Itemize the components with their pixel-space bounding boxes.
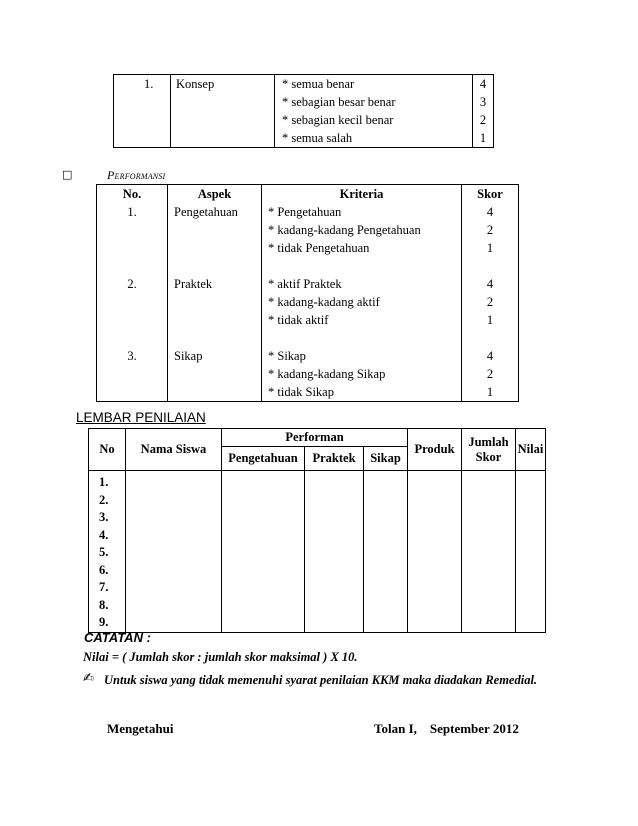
jumlah-cell bbox=[462, 471, 516, 633]
row-skor bbox=[462, 347, 519, 402]
header-nama-siswa: Nama Siswa bbox=[126, 429, 222, 471]
header-performan: Performan bbox=[222, 429, 408, 447]
nama-cell bbox=[126, 471, 222, 633]
skor-value: 1 bbox=[479, 131, 487, 145]
checkmark-bullet-icon: □ bbox=[62, 168, 73, 181]
list-item: 4. bbox=[99, 527, 109, 542]
nilai-cell bbox=[516, 471, 546, 633]
row-aspek: Sikap bbox=[168, 347, 262, 402]
list-item: 8. bbox=[99, 597, 109, 612]
row-no: 3. bbox=[97, 347, 168, 402]
pengetahuan-cell bbox=[222, 471, 305, 633]
kriteria-line: * tidak aktif bbox=[268, 313, 329, 327]
table-row bbox=[97, 275, 519, 329]
konsep-row bbox=[114, 75, 494, 148]
header-aspek: Aspek bbox=[168, 185, 262, 204]
skor-value: 3 bbox=[479, 95, 487, 109]
list-item: 2. bbox=[99, 492, 109, 507]
skor-value: 1 bbox=[486, 385, 494, 399]
row-aspek: Pengetahuan bbox=[168, 203, 262, 257]
header-pengetahuan: Pengetahuan bbox=[222, 447, 305, 471]
header-jumlah-skor bbox=[462, 429, 516, 471]
header-no: No. bbox=[97, 185, 168, 204]
skor-value: 4 bbox=[479, 77, 487, 91]
header-jumlah-line: Jumlah bbox=[468, 434, 509, 449]
skor-value: 4 bbox=[486, 277, 494, 291]
skor-value: 2 bbox=[479, 113, 487, 127]
list-item: 1. bbox=[99, 475, 109, 489]
skor-value: 2 bbox=[486, 367, 494, 381]
performansi-title: Performansi bbox=[107, 168, 166, 182]
nilai-formula: Nilai = ( Jumlah skor : jumlah skor maksimal ) X 10. bbox=[83, 650, 358, 664]
lembar-penilaian-title: LEMBAR PENILAIAN bbox=[76, 410, 206, 425]
list-item: 7. bbox=[99, 580, 109, 594]
row-skor bbox=[462, 203, 519, 257]
table-row bbox=[97, 347, 519, 402]
kriteria-line: * Sikap bbox=[268, 349, 306, 363]
row-no: 1. bbox=[97, 203, 168, 257]
sikap-cell bbox=[364, 471, 408, 633]
header-sikap: Sikap bbox=[364, 447, 408, 471]
row-kriteria bbox=[262, 203, 462, 257]
skor-value: 1 bbox=[486, 241, 494, 255]
list-item: 6. bbox=[99, 562, 109, 577]
kriteria-line: * sebagian besar benar bbox=[282, 95, 396, 109]
praktek-cell bbox=[305, 471, 364, 633]
kriteria-line: * kadang-kadang Sikap bbox=[268, 367, 386, 381]
number-column bbox=[89, 471, 126, 633]
konsep-aspek: Konsep bbox=[171, 75, 275, 148]
skor-value: 2 bbox=[486, 223, 494, 237]
lembar-penilaian-table bbox=[88, 428, 546, 633]
header-skor: Skor bbox=[462, 185, 519, 204]
list-item: 3. bbox=[99, 510, 109, 524]
header-praktek: Praktek bbox=[305, 447, 364, 471]
table-header-row bbox=[97, 185, 519, 204]
table-body-row bbox=[89, 471, 546, 633]
catatan-label: CATATAN : bbox=[84, 630, 151, 645]
header-no: No bbox=[89, 429, 126, 471]
header-kriteria: Kriteria bbox=[262, 185, 462, 204]
produk-cell bbox=[408, 471, 462, 633]
konsep-kriteria bbox=[275, 75, 473, 148]
kriteria-line: * Pengetahuan bbox=[268, 205, 342, 219]
konsep-skor bbox=[473, 75, 494, 148]
place-date: Tolan I, September 2012 bbox=[374, 721, 519, 736]
kriteria-line: * aktif Praktek bbox=[268, 277, 342, 291]
skor-value: 4 bbox=[486, 205, 494, 219]
performansi-table bbox=[96, 184, 519, 402]
row-kriteria bbox=[262, 347, 462, 402]
list-item: 5. bbox=[99, 545, 109, 559]
mengetahui-label: Mengetahui bbox=[107, 721, 174, 736]
row-skor bbox=[462, 275, 519, 329]
kriteria-line: * kadang-kadang Pengetahuan bbox=[268, 223, 421, 237]
kriteria-line: * semua benar bbox=[282, 77, 355, 91]
spacer-row bbox=[97, 257, 519, 275]
row-no: 2. bbox=[97, 275, 168, 329]
table-header-row bbox=[89, 429, 546, 447]
remedial-note: Untuk siswa yang tidak memenuhi syarat penilaian KKM maka diadakan Remedial. bbox=[104, 673, 538, 687]
skor-value: 4 bbox=[486, 349, 494, 363]
konsep-no: 1. bbox=[114, 75, 171, 148]
kriteria-line: * semua salah bbox=[282, 131, 353, 145]
konsep-table bbox=[113, 74, 494, 148]
spacer-row bbox=[97, 329, 519, 347]
skor-value: 1 bbox=[486, 313, 494, 327]
header-produk: Produk bbox=[408, 429, 462, 471]
writing-hand-icon: ✍ bbox=[83, 671, 94, 686]
header-nilai: Nilai bbox=[516, 429, 546, 471]
kriteria-line: * kadang-kadang aktif bbox=[268, 295, 380, 309]
row-aspek: Praktek bbox=[168, 275, 262, 329]
skor-value: 2 bbox=[486, 295, 494, 309]
row-kriteria bbox=[262, 275, 462, 329]
kriteria-line: * tidak Pengetahuan bbox=[268, 241, 370, 255]
kriteria-line: * sebagian kecil benar bbox=[282, 113, 394, 127]
list-item: 9. bbox=[99, 615, 109, 629]
header-skor-line: Skor bbox=[475, 449, 502, 464]
kriteria-line: * tidak Sikap bbox=[268, 385, 334, 399]
table-row bbox=[97, 203, 519, 257]
